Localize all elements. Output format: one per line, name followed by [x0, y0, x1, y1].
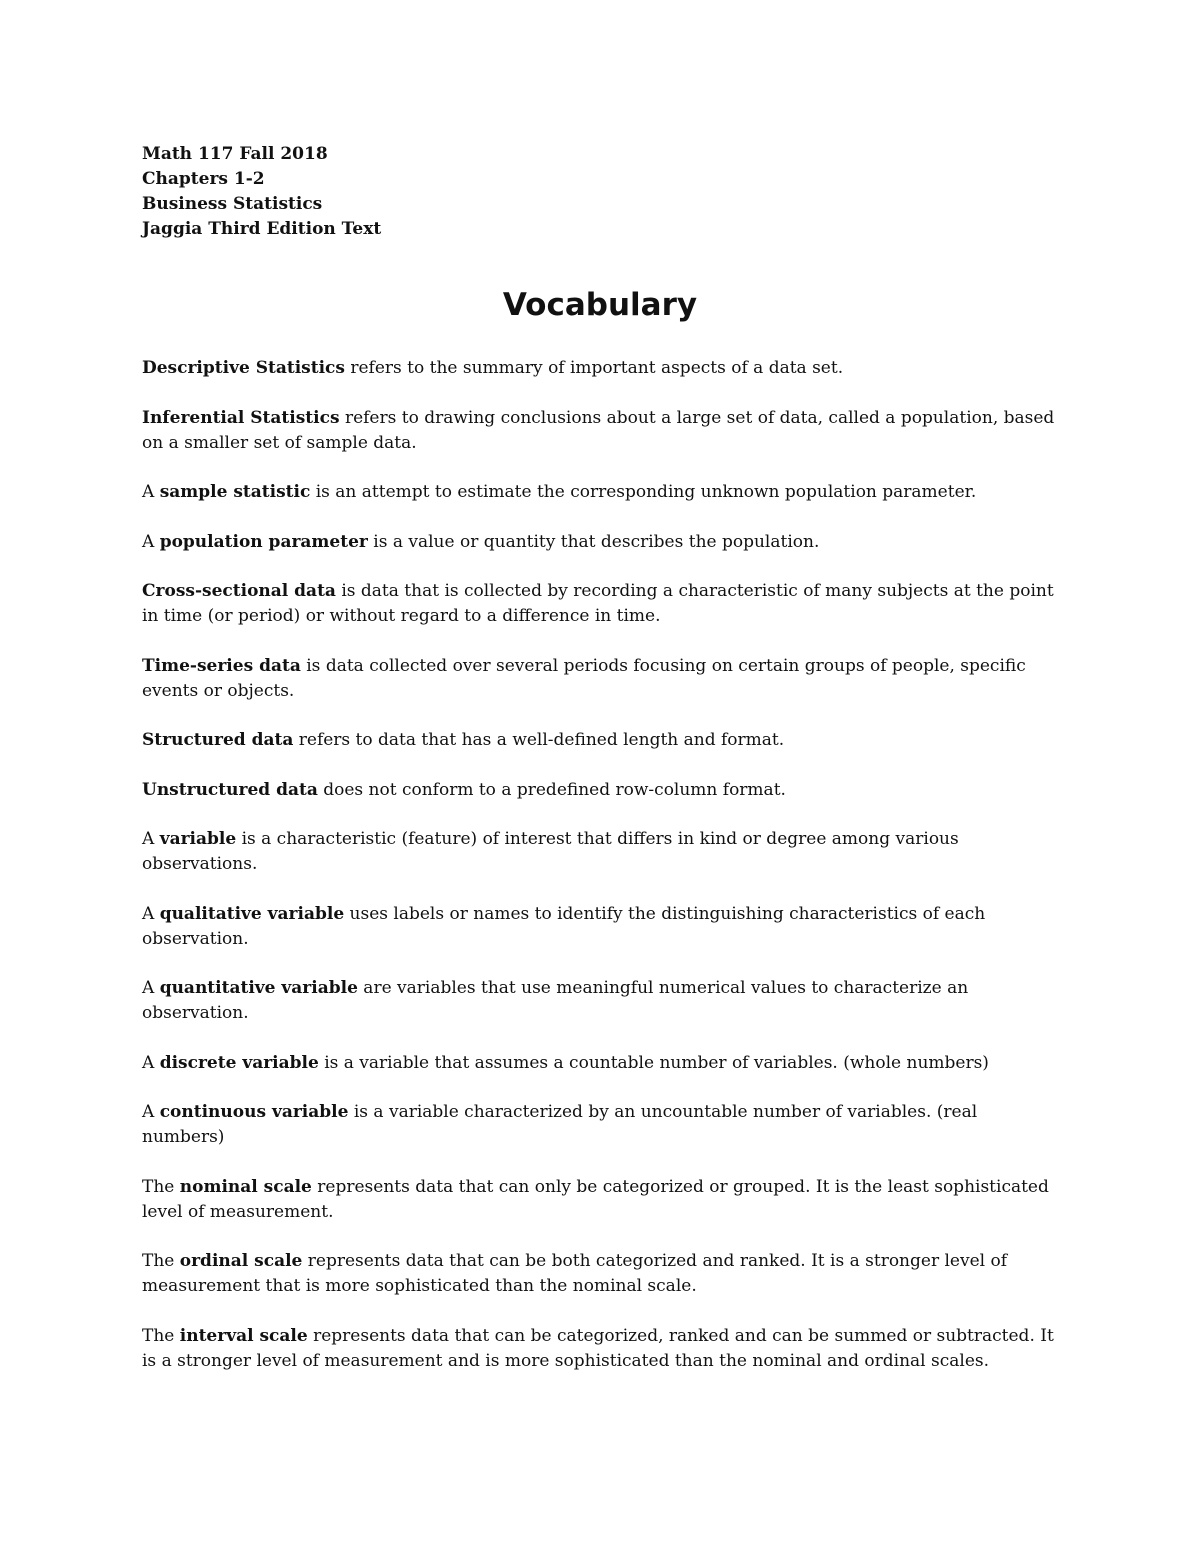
definition-cross-sectional-data [142, 579, 1060, 629]
definition-structured-data [142, 728, 1060, 753]
definition-prefix: A [142, 1052, 160, 1073]
definition-text: represents data that can be both categorized and ranked. It is a stronger level of measurement that is more sophisticated than the nominal scale. [142, 1251, 1008, 1296]
definition-text: is data collected over several periods focusing on certain groups of people, specific events or objects. [142, 655, 1026, 701]
subject-line: Business Statistics [142, 194, 323, 214]
definition-text: is a characteristic (feature) of interest that differs in kind or degree among various observations. [142, 829, 959, 874]
definition-term: Structured data [142, 730, 294, 750]
definitions-list [142, 356, 1060, 1398]
definition-text: represents data that can be categorized, ranked and can be summed or subtracted. It is a stronger level of measurement and is more sophisticated than the nominal and ordinal scales. [142, 1325, 1054, 1371]
definition-prefix: A [142, 1102, 160, 1122]
definition-term: ordinal scale [179, 1251, 303, 1271]
page-title: Vocabulary [502, 287, 698, 323]
chapters-line: Chapters 1-2 [142, 169, 265, 189]
definition-term: Cross-sectional data [142, 581, 336, 601]
definition-prefix: The [142, 1325, 180, 1346]
definition-text: is a value or quantity that describes the population. [367, 531, 820, 552]
definition-prefix: A [142, 531, 160, 552]
definition-ordinal-scale [142, 1249, 1060, 1299]
definition-term: variable [159, 829, 237, 849]
definition-text: is an attempt to estimate the corresponding unknown population parameter. [310, 482, 977, 502]
definition-term: Time-series data [142, 655, 301, 676]
definition-text: refers to drawing conclusions about a large set of data, called a population, based on a smaller set of sample data. [142, 407, 1055, 453]
definition-nominal-scale [142, 1175, 1060, 1225]
definition-qualitative-variable [142, 902, 1060, 952]
definition-interval-scale [142, 1324, 1060, 1374]
definition-inferential-statistics [142, 406, 1060, 456]
definition-term: qualitative variable [159, 903, 345, 924]
definition-prefix: The [142, 1176, 180, 1197]
definition-text: refers to the summary of important aspects of a data set. [344, 358, 844, 378]
definition-term: sample statistic [159, 482, 311, 502]
definition-text: is a variable characterized by an uncountable number of variables. (real numbers) [142, 1102, 978, 1147]
definition-prefix: A [142, 903, 160, 924]
definition-unstructured-data [142, 778, 1060, 803]
textbook-line: Jaggia Third Edition Text [142, 219, 382, 239]
definition-term: Inferential Statistics [142, 407, 340, 428]
definition-population-parameter [142, 530, 1060, 555]
definition-discrete-variable [142, 1051, 1060, 1076]
definition-descriptive-statistics [142, 356, 1060, 381]
definition-prefix: A [142, 829, 160, 849]
definition-text: is a variable that assumes a countable number of variables. (whole numbers) [318, 1052, 989, 1073]
definition-text: is data that is collected by recording a characteristic of many subjects at the point in time (or period) or without regard to a difference in time. [142, 581, 1054, 626]
definition-text: does not conform to a predefined row-column format. [317, 779, 786, 800]
definition-text: are variables that use meaningful numerical values to characterize an observation. [142, 978, 969, 1023]
definition-prefix: A [142, 978, 160, 998]
definition-term: continuous variable [159, 1102, 349, 1122]
definition-term: Descriptive Statistics [142, 358, 345, 378]
definition-term: population parameter [159, 531, 368, 552]
definition-term: discrete variable [159, 1052, 319, 1073]
definition-quantitative-variable [142, 976, 1060, 1026]
definition-sample-statistic [142, 480, 1060, 505]
definition-term: Unstructured data [142, 779, 318, 800]
definition-term: quantitative variable [159, 978, 358, 998]
document-header [142, 142, 742, 242]
definition-text: refers to data that has a well-defined length and format. [293, 730, 785, 750]
definition-variable [142, 827, 1060, 877]
definition-term: interval scale [179, 1325, 308, 1346]
definition-prefix: A [142, 482, 160, 502]
definition-continuous-variable [142, 1100, 1060, 1150]
course-line: Math 117 Fall 2018 [142, 144, 328, 164]
definition-time-series-data [142, 654, 1060, 704]
definition-term: nominal scale [179, 1176, 312, 1197]
definition-text: represents data that can only be categorized or grouped. It is the least sophisticated level of measurement. [142, 1176, 1049, 1222]
definition-text: uses labels or names to identify the distinguishing characteristics of each observation. [142, 903, 986, 949]
definition-prefix: The [142, 1251, 180, 1271]
